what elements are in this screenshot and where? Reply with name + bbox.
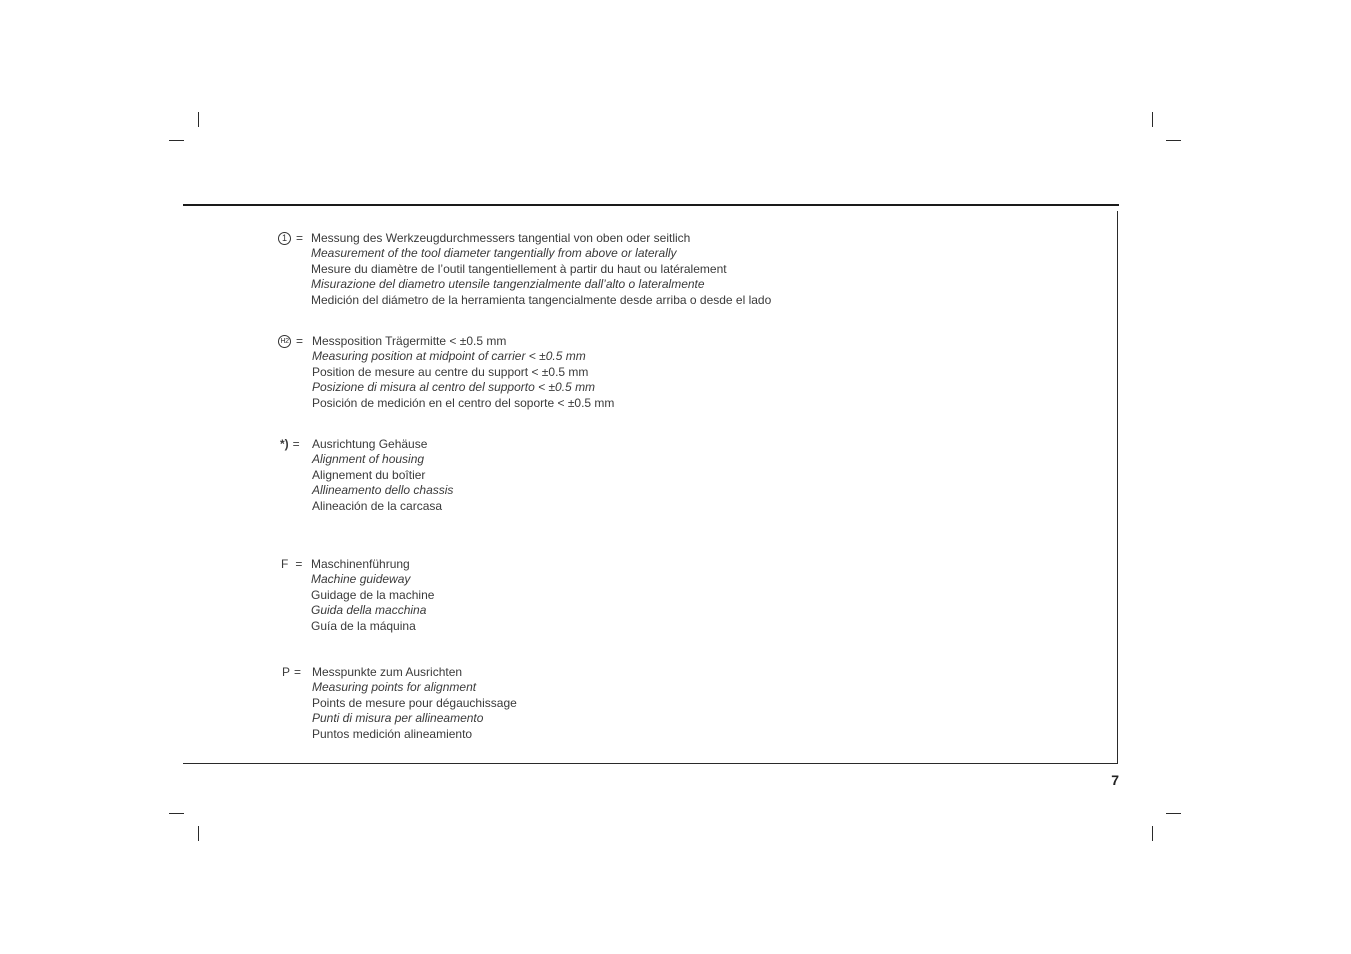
text-en: Measurement of the tool diameter tangentially from above or laterally — [311, 246, 677, 261]
text-es: Posición de medición en el centro del soporte < ±0.5 mm — [312, 395, 615, 410]
crop-mark — [1152, 112, 1153, 127]
circled-h2-icon: H2 — [278, 335, 291, 348]
legend-symbol — [278, 557, 302, 572]
legend-description — [311, 231, 771, 308]
text-de: Maschinenführung — [311, 557, 410, 571]
legend-description — [312, 334, 614, 411]
equals-sign: = — [296, 334, 304, 348]
asterisk-symbol: *) — [280, 437, 289, 451]
text-de: Messposition Trägermitte < ±0.5 mm — [312, 334, 507, 348]
crop-mark — [1166, 813, 1181, 814]
legend-symbol — [278, 231, 303, 246]
legend-description — [312, 437, 453, 514]
legend-symbol — [278, 665, 301, 680]
crop-mark — [1166, 140, 1181, 141]
text-en: Alignment of housing — [312, 452, 425, 467]
text-de: Messpunkte zum Ausrichten — [312, 665, 463, 679]
equals-sign: = — [296, 231, 304, 245]
crop-mark — [169, 813, 184, 814]
equals-sign: = — [294, 665, 302, 679]
letter-p-symbol: P — [282, 665, 291, 679]
text-es: Puntos medición alineamiento — [312, 726, 473, 741]
text-en: Measuring points for alignment — [312, 680, 477, 695]
crop-mark — [1152, 826, 1153, 841]
text-fr: Position de mesure au centre du support < ±0.5 mm — [312, 364, 589, 379]
legend-description — [311, 557, 434, 634]
equals-sign: = — [295, 557, 303, 571]
text-fr: Guidage de la machine — [311, 587, 435, 602]
crop-mark — [198, 826, 199, 841]
text-it: Posizione di misura al centro del supporto < ±0.5 mm — [312, 380, 596, 395]
crop-mark — [198, 112, 199, 127]
crop-mark — [169, 140, 184, 141]
text-it: Punti di misura per allineamento — [312, 711, 484, 726]
text-it: Allineamento dello chassis — [312, 483, 454, 498]
equals-sign: = — [292, 437, 300, 451]
text-de: Ausrichtung Gehäuse — [312, 437, 428, 451]
text-es: Guía de la máquina — [311, 618, 416, 633]
text-en: Machine guideway — [311, 572, 411, 587]
text-de: Messung des Werkzeugdurchmessers tangential von oben oder seitlich — [311, 231, 691, 245]
text-it: Guida della macchina — [311, 603, 427, 618]
text-es: Alineación de la carcasa — [312, 498, 443, 513]
page-number: 7 — [1111, 772, 1119, 788]
text-en: Measuring position at midpoint of carrier < ±0.5 mm — [312, 349, 586, 364]
header-rule — [183, 204, 1119, 206]
text-fr: Alignement du boîtier — [312, 467, 426, 482]
legend-description — [312, 665, 517, 742]
circled-number-icon: 1 — [278, 232, 291, 245]
text-fr: Points de mesure pour dégauchissage — [312, 695, 517, 710]
text-fr: Mesure du diamètre de l’outil tangentiellement à partir du haut ou latéralement — [311, 261, 727, 276]
text-it: Misurazione del diametro utensile tangenzialmente dall’alto o lateralmente — [311, 277, 705, 292]
letter-f-symbol: F — [281, 557, 289, 571]
legend-symbol — [278, 334, 303, 349]
legend-symbol — [278, 437, 300, 452]
text-es: Medición del diámetro de la herramienta tangencialmente desde arriba o desde el lado — [311, 292, 772, 307]
